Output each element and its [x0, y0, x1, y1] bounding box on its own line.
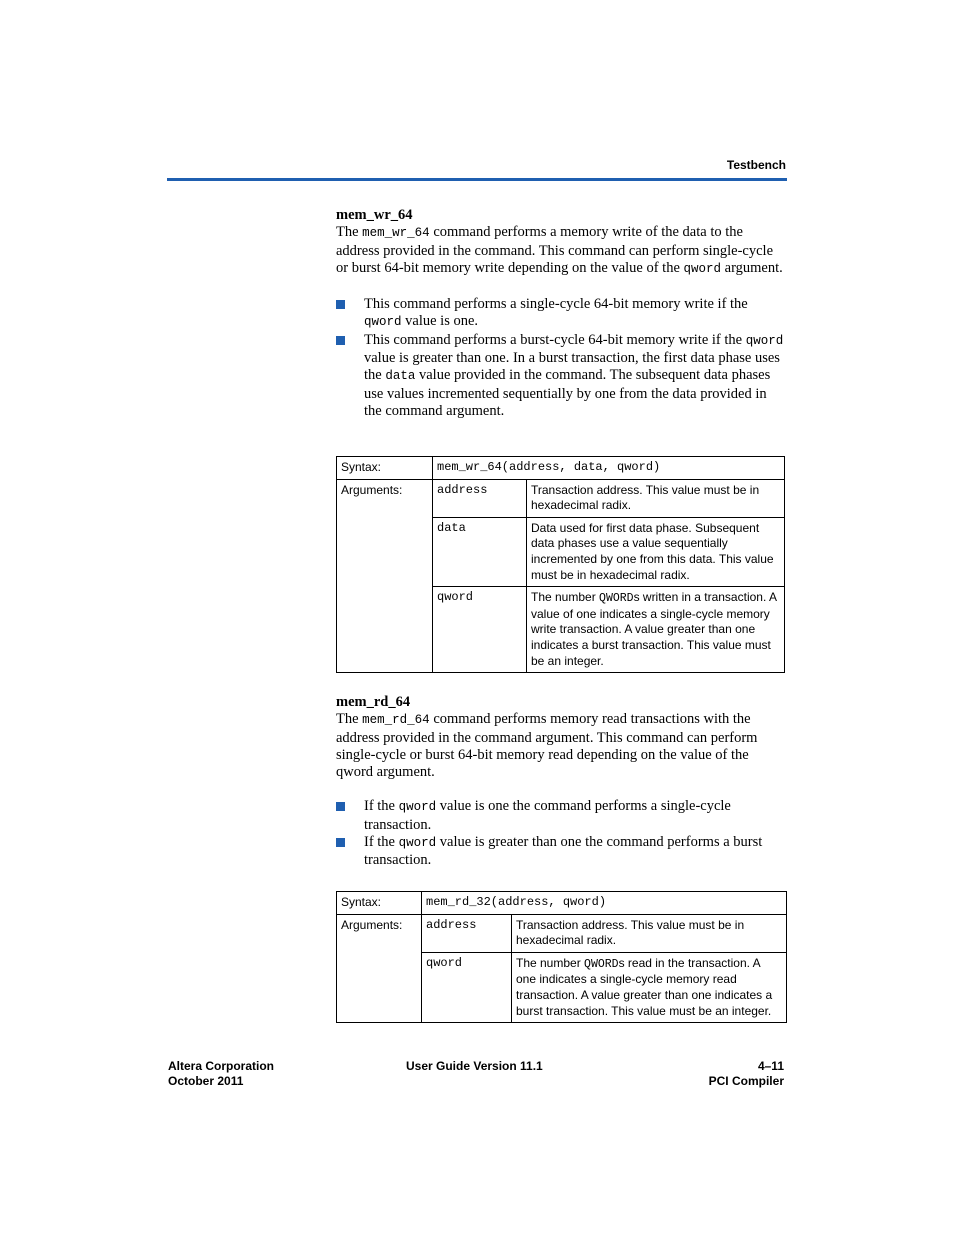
section-intro: The mem_wr_64 command performs a memory write of the data to the address provided in the command. This command can perform single-cycle or burst 64-bit memory write depending on the value of the qword argument.: [336, 224, 783, 276]
argument-description: The number QWORDs read in the transaction. A one indicates a single-cycle memory read transaction. A value greater than one indicates a burst transaction. This value must be an integer.: [512, 952, 787, 1022]
bullet-square-icon: [336, 336, 345, 345]
inline-code: qword: [398, 836, 437, 851]
table-row: [337, 457, 785, 480]
table-row: [337, 479, 785, 517]
bullet-square-icon: [336, 300, 345, 309]
argument-description: The number QWORDs written in a transaction. A value of one indicates a single-cycle memory write transaction. A value greater than one indicates a burst transaction. This value must be an integer.: [527, 587, 785, 673]
syntax-value: mem_rd_32(address, qword): [422, 892, 787, 915]
argument-name: qword: [433, 587, 527, 673]
list-item: If the qword value is greater than one the command performs a burst transaction.: [336, 834, 786, 870]
footer-date: October 2011: [168, 1074, 244, 1088]
section-heading: mem_rd_64: [336, 694, 411, 710]
bullet-square-icon: [336, 838, 345, 847]
inline-code: qword: [364, 315, 402, 330]
argument-description: Transaction address. This value must be in hexadecimal radix.: [527, 479, 785, 517]
inline-code: QWORD: [584, 957, 619, 971]
argument-name: qword: [422, 952, 512, 1022]
section-heading: mem_wr_64: [336, 207, 413, 223]
argument-description: Data used for first data phase. Subsequent data phases use a value sequentially incremented by one from this data. This value must be in hexadecimal radix.: [527, 517, 785, 586]
bullet-list: [336, 296, 786, 420]
table-row: [337, 914, 787, 952]
footer-right: [709, 1059, 784, 1089]
inline-code: mem_wr_64: [362, 226, 430, 241]
footer-page-number: 4–11: [757, 1059, 784, 1073]
argument-name: address: [433, 479, 527, 517]
argument-description: Transaction address. This value must be in hexadecimal radix.: [512, 914, 787, 952]
arguments-label: Arguments:: [337, 914, 422, 1023]
list-item: If the qword value is one the command performs a single-cycle transaction.: [336, 798, 786, 834]
section-intro: The mem_rd_64 command performs memory read transactions with the address provided in the command argument. This command can perform single-cycle or burst 64-bit memory read depending on the value of the qword argument.: [336, 711, 758, 781]
section-mem-rd-64: [336, 694, 786, 870]
arguments-label: Arguments:: [337, 479, 433, 673]
inline-code: data: [385, 369, 416, 384]
footer-left: [168, 1059, 274, 1089]
inline-code: qword: [745, 333, 784, 348]
syntax-label: Syntax:: [337, 892, 422, 915]
footer-product: PCI Compiler: [708, 1074, 784, 1088]
list-item: This command performs a burst-cycle 64-bit memory write if the qword value is greater than one. In a burst transaction, the first data phase uses the data value provided in the command. The subsequent data phases use values incremented sequentially by one from the data provided in the command argument.: [336, 332, 786, 420]
syntax-label: Syntax:: [337, 457, 433, 480]
inline-code: qword: [683, 261, 722, 276]
table-row: [337, 892, 787, 915]
inline-code: mem_rd_64: [362, 713, 430, 728]
syntax-value: mem_wr_64(address, data, qword): [433, 457, 785, 480]
argument-name: data: [433, 517, 527, 586]
running-header-title: Testbench: [726, 158, 786, 172]
argument-name: address: [422, 914, 512, 952]
list-item: This command performs a single-cycle 64-bit memory write if the qword value is one.: [336, 296, 786, 332]
bullet-square-icon: [336, 802, 345, 811]
section-mem-wr-64: [336, 207, 786, 420]
footer-guide-version: User Guide Version 11.1: [406, 1059, 543, 1073]
inline-code: QWORD: [599, 592, 634, 606]
bullet-list: [336, 798, 786, 869]
syntax-table-mem-rd-64: [336, 891, 787, 1023]
footer-company: Altera Corporation: [168, 1059, 275, 1073]
inline-code: qword: [398, 800, 437, 815]
syntax-table-mem-wr-64: [336, 456, 785, 673]
header-rule: [167, 178, 787, 181]
